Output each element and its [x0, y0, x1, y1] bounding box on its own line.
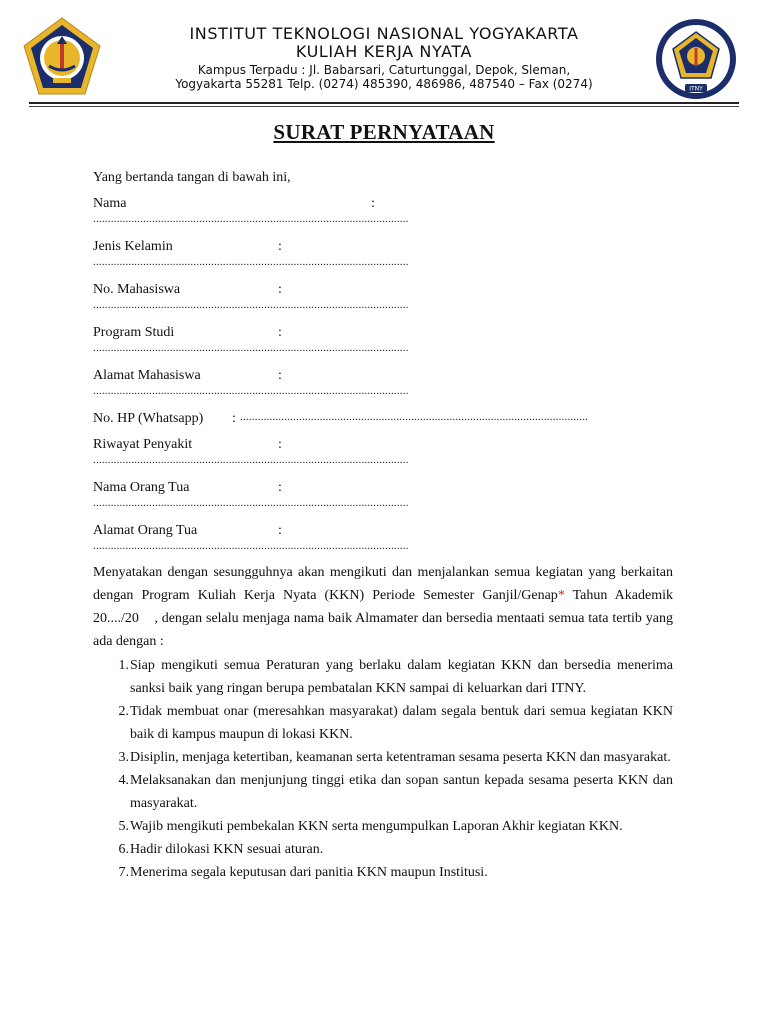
field-colon-program-studi: : [278, 325, 282, 340]
list-item-text: Wajib mengikuti pembekalan KKN serta mengumpulkan Laporan Akhir kegiatan KKN. [130, 819, 623, 834]
rules-list [93, 654, 673, 884]
field-line-alamat-orang-tua: ........................................................................................................... [93, 540, 409, 552]
list-item-number: 6. [118, 842, 129, 857]
field-label-no-hp: No. HP (Whatsapp) [93, 411, 204, 426]
itny-badge-text: ITNY [689, 85, 703, 93]
field-line-no-hp: ...................................................................................................................... [240, 411, 589, 423]
field-colon-alamat-mahasiswa: : [278, 368, 282, 383]
intro-text: Yang bertanda tangan di bawah ini, [93, 170, 291, 185]
field-line-nama: ........................................................................................................... [93, 213, 409, 225]
field-line-alamat-mahasiswa: ........................................................................................................... [93, 385, 409, 397]
field-label-program-studi: Program Studi [93, 325, 175, 340]
header-divider-thin [29, 106, 739, 107]
list-item-text: Melaksanakan dan menjunjung tinggi etika dan sopan santun kepada sesama peserta KKN dan masyarakat. [130, 773, 673, 811]
field-colon-no-hp: : [232, 411, 236, 426]
field-line-program-studi: ........................................................................................................... [93, 342, 409, 354]
list-item-text: Hadir dilokasi KKN sesuai aturan. [130, 842, 324, 857]
field-label-nama-orang-tua: Nama Orang Tua [93, 480, 190, 495]
unit-name: KULIAH KERJA NYATA [295, 42, 473, 61]
list-item-text: Tidak membuat onar (meresahkan masyarakat) dalam segala bentuk dari semua kegiatan KKN baik di kampus maupun di lokasi KKN. [130, 704, 673, 742]
field-label-alamat-mahasiswa: Alamat Mahasiswa [93, 368, 201, 383]
field-label-alamat-orang-tua: Alamat Orang Tua [93, 523, 198, 538]
list-item [93, 746, 673, 769]
list-item-number: 2. [118, 704, 129, 719]
field-line-nama-orang-tua: ........................................................................................................... [93, 497, 409, 509]
list-item [93, 861, 673, 884]
address-line-2: Yogyakarta 55281 Telp. (0274) 485390, 486986, 487540 – Fax (0274) [175, 77, 593, 91]
list-item-text: Menerima segala keputusan dari panitia KKN maupun Institusi. [130, 865, 488, 880]
list-item-text: Disiplin, menjaga ketertiban, keamanan serta ketentraman sesama peserta KKN dan masyarakat. [130, 750, 671, 765]
list-item [93, 769, 673, 815]
list-item [93, 815, 673, 838]
field-line-riwayat-penyakit: ........................................................................................................... [93, 454, 409, 466]
statement-paragraph [93, 561, 677, 653]
header-divider-thick [29, 102, 739, 104]
field-colon-alamat-orang-tua: : [278, 523, 282, 538]
list-item-text: Siap mengikuti semua Peraturan yang berlaku dalam kegiatan KKN dan bersedia menerima sanksi baik yang ringan berupa pembatalan KKN sampai di keluarkan dari ITNY. [130, 658, 673, 696]
field-colon-no-mahasiswa: : [278, 282, 282, 297]
field-line-jenis-kelamin: ........................................................................................................... [93, 256, 409, 268]
list-item [93, 654, 673, 700]
institution-name: INSTITUT TEKNOLOGI NASIONAL YOGYAKARTA [189, 24, 579, 43]
field-label-no-mahasiswa: No. Mahasiswa [93, 282, 181, 297]
field-label-riwayat-penyakit: Riwayat Penyakit [93, 437, 193, 452]
field-colon-nama-orang-tua: : [278, 480, 282, 495]
list-item-number: 4. [118, 773, 129, 788]
field-colon-jenis-kelamin: : [278, 239, 282, 254]
address-line-1: Kampus Terpadu : Jl. Babarsari, Caturtunggal, Depok, Sleman, [197, 63, 571, 77]
list-item [93, 700, 673, 746]
required-asterisk: * [557, 588, 565, 603]
itny-logo-left [21, 16, 103, 98]
list-item [93, 838, 673, 861]
list-item-number: 1. [118, 658, 129, 673]
field-line-no-mahasiswa: ........................................................................................................... [93, 299, 409, 311]
field-colon-riwayat-penyakit: : [278, 437, 282, 452]
document-title: SURAT PERNYATAAN [273, 120, 495, 144]
list-item-number: 5. [118, 819, 129, 834]
field-colon-nama: : [371, 196, 375, 211]
list-item-number: 3. [118, 750, 129, 765]
list-item-number: 7. [118, 865, 129, 880]
statement-text-2: Tahun Akademik 20..../20 , dengan selalu menjaga nama baik Almamater dan bersedia mentaati semua tata tertib yang ada dengan : [93, 588, 677, 649]
field-label-nama: Nama [93, 196, 127, 211]
lppm-logo-right [655, 18, 737, 100]
statement-text-1: Menyatakan dengan sesungguhnya akan mengikuti dan menjalankan semua kegiatan yang berkaitan dengan Program Kuliah Kerja Nyata (KKN) Periode Semester Ganjil/Genap [93, 565, 673, 603]
field-label-jenis-kelamin: Jenis Kelamin [93, 239, 173, 254]
